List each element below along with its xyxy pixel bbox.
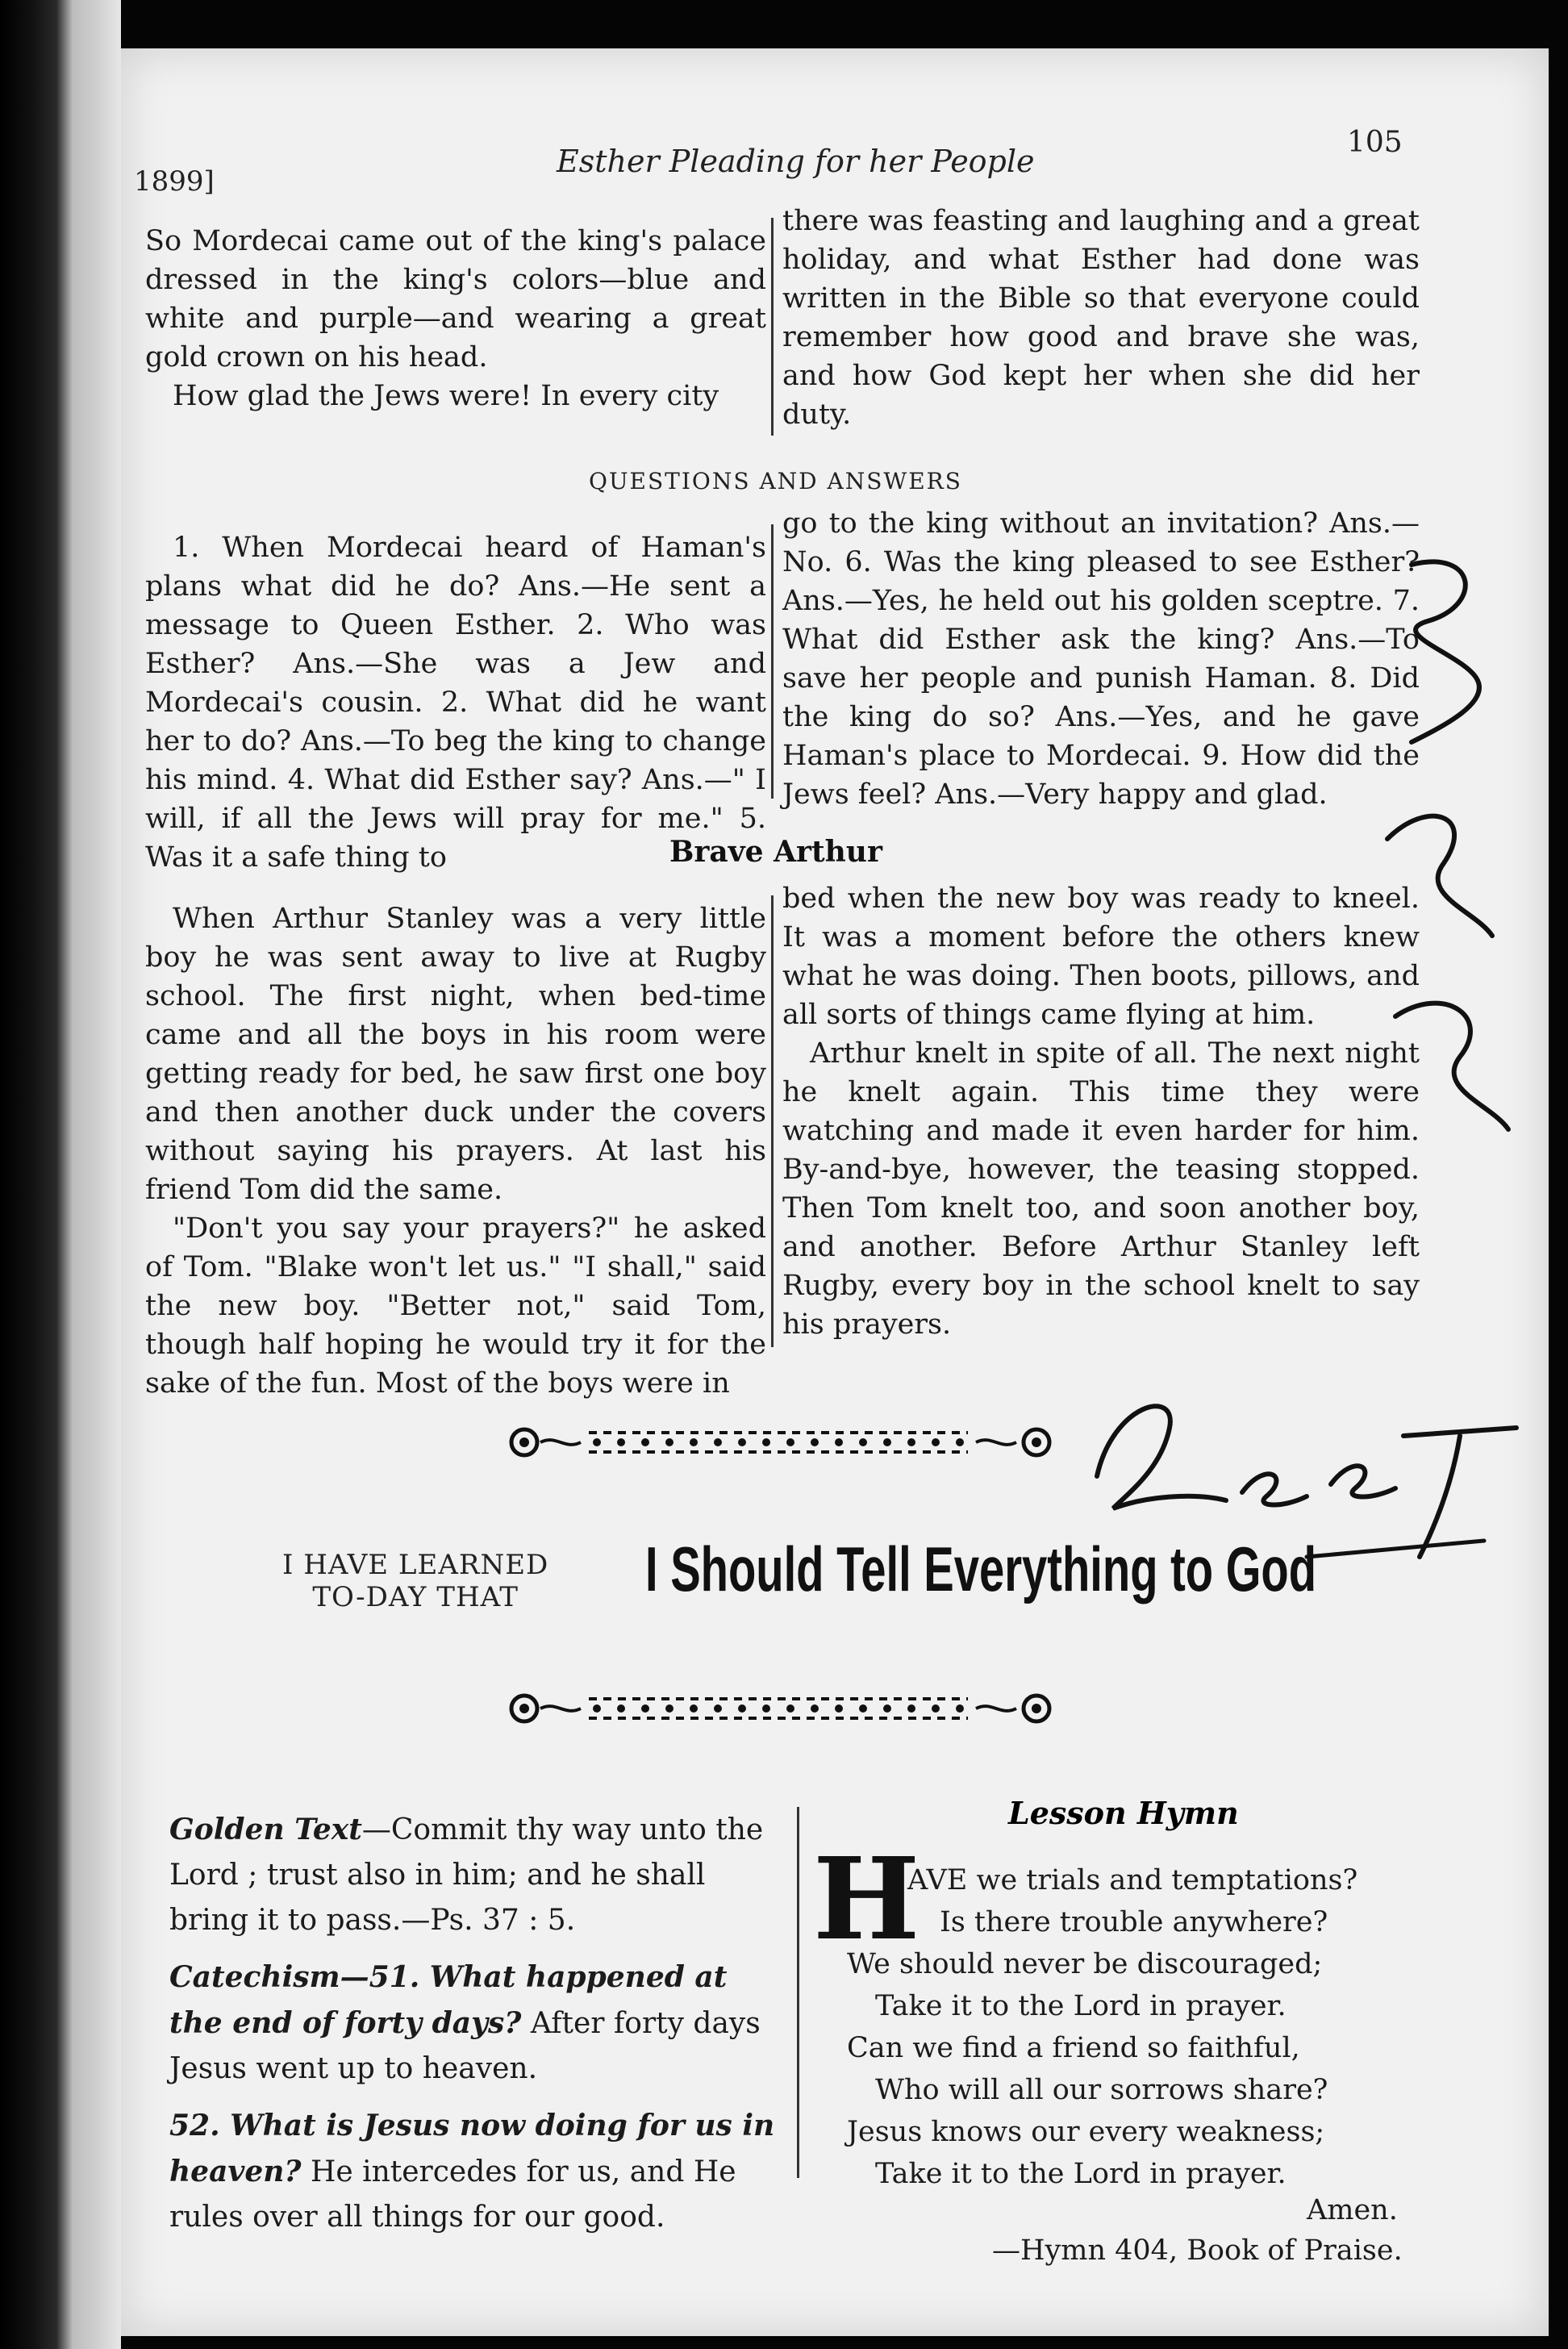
hymn-line: Who will all our sorrows share? [875, 2074, 1328, 2106]
golden-text-body: —Commit thy way unto the Lord ; trust also in him; and he shall bring it to pass.—Ps. 37 : 5. [169, 1813, 764, 1937]
catechism-question-52: 52. What is Jesus now doing for us in heaven? [169, 2109, 775, 2188]
column-rule [771, 895, 774, 1347]
golden-text-block [169, 1807, 782, 2251]
hymn-line: Jesus knows our every weakness; [847, 2116, 1325, 2148]
running-title: Esther Pleading for her People [557, 144, 1035, 179]
arthur-heading: Brave Arthur [669, 835, 882, 869]
catechism-answer-51: After forty days Jesus went up to heaven. [169, 2007, 761, 2085]
ornament-divider-bottom [500, 1678, 1129, 1734]
facing-page-edge [0, 928, 32, 2178]
page [121, 48, 1549, 2336]
hymn-line: Is there trouble anywhere? [940, 1906, 1328, 1938]
motto-lead-line: TO-DAY THAT [312, 1581, 519, 1613]
arthur-paragraph: "Don't you say your prayers?" he asked of Tom. "Blake won't let us." "I shall," said the new boy. "Better not," said Tom, though half hoping he would try it for the sake of the fun. Most of the boys were in [145, 1212, 766, 1400]
hymn-verse [847, 1859, 1537, 2195]
hymn-amen: Amen. [1307, 2194, 1398, 2226]
hymn-line: AVE we trials and temptations? [907, 1864, 1358, 1896]
story-right-column [782, 202, 1420, 434]
column-rule [797, 1807, 799, 2178]
catechism-51 [169, 1955, 782, 2092]
arthur-paragraph: Arthur knelt in spite of all. The next night he knelt again. This time they were watching and made it even harder for him. By-and-bye, however, the teasing stopped. Then Tom knelt too, and soon another boy, and another. Before Arthur Stanley left Rugby, every boy in the school knelt to say his prayers. [782, 1037, 1420, 1341]
catechism-question-51: 51. What happened at the end of forty days? [169, 1960, 728, 2040]
page-number: 105 [1347, 126, 1403, 159]
catechism-answer-52: He intercedes for us, and He rules over all things for our good. [169, 2155, 736, 2234]
motto-lead [282, 1549, 548, 1613]
hymn-title: Lesson Hymn [1008, 1795, 1239, 1831]
column-rule [771, 524, 774, 799]
motto-lead-line: I HAVE LEARNED [282, 1549, 549, 1581]
hymn-line: We should never be discouraged; [847, 1948, 1323, 1980]
qa-text: 1. When Mordecai heard of Haman's plans what did he do? Ans.—He sent a message to Queen Esther. 2. Who was Esther? Ans.—She was a Jew and Mordecai's cousin. 2. What did he want her to do? Ans.—To beg the king to change his mind. 4. What did Esther say? Ans.—" I will, if all the Jews will pray for me." 5. Was it a safe thing to [145, 532, 766, 874]
qa-left-column [145, 528, 766, 877]
catechism-52 [169, 2103, 782, 2240]
story-paragraph: So Mordecai came out of the king's palace dressed in the king's colors—blue and white and purple—and wearing a great gold crown on his head. [145, 225, 766, 373]
hymn-dropcap: H [813, 1834, 920, 1966]
arthur-paragraph: When Arthur Stanley was a very little boy he was sent away to live at Rugby school. The first night, when bed-time came and all the boys in his room were getting ready for bed, he saw first one boy and then another duck under the covers without saying his prayers. At last his friend Tom did the same. [145, 903, 766, 1206]
ornament-divider-top [500, 1412, 1129, 1468]
arthur-left-column [145, 899, 766, 1403]
hymn-source: —Hymn 404, Book of Praise. [992, 2234, 1403, 2267]
motto-title: I Should Tell Everything to God [645, 1533, 1317, 1604]
arthur-right-column [782, 879, 1420, 1344]
hymn-line: Take it to the Lord in prayer. [875, 2158, 1287, 2190]
hymn-line: Take it to the Lord in prayer. [875, 1990, 1287, 2022]
golden-text [169, 1807, 782, 1943]
qa-text: go to the king without an invitation? Ans.—No. 6. Was the king pleased to see Esther? Ans.—Yes, he held out his golden sceptre. 7. What did Esther ask the king? Ans.—To save her people and punish Haman. 8. Did the king do so? Ans.—Yes, and he gave Haman's place to Mordecai. 9. How did the Jews feel? Ans.—Very happy and glad. [782, 507, 1420, 811]
golden-text-label: Golden Text [169, 1813, 362, 1846]
story-left-column [145, 222, 766, 415]
arthur-paragraph: bed when the new boy was ready to kneel. It was a moment before the others knew what he was doing. Then boots, pillows, and all sorts of things came flying at him. [782, 882, 1420, 1031]
catechism-label: Catechism— [169, 1960, 369, 1994]
qa-right-column [782, 504, 1420, 814]
hymn-line: Can we find a friend so faithful, [847, 2032, 1300, 2064]
column-rule [771, 218, 774, 436]
year-marker: 1899] [134, 165, 215, 198]
qa-heading: QUESTIONS AND ANSWERS [589, 468, 962, 494]
story-paragraph: there was feasting and laughing and a great holiday, and what Esther had done was written in the Bible so that everyone could remember how good and brave she was, and how God kept her when she did her duty. [782, 205, 1420, 431]
story-paragraph: How glad the Jews were! In every city [173, 380, 719, 412]
